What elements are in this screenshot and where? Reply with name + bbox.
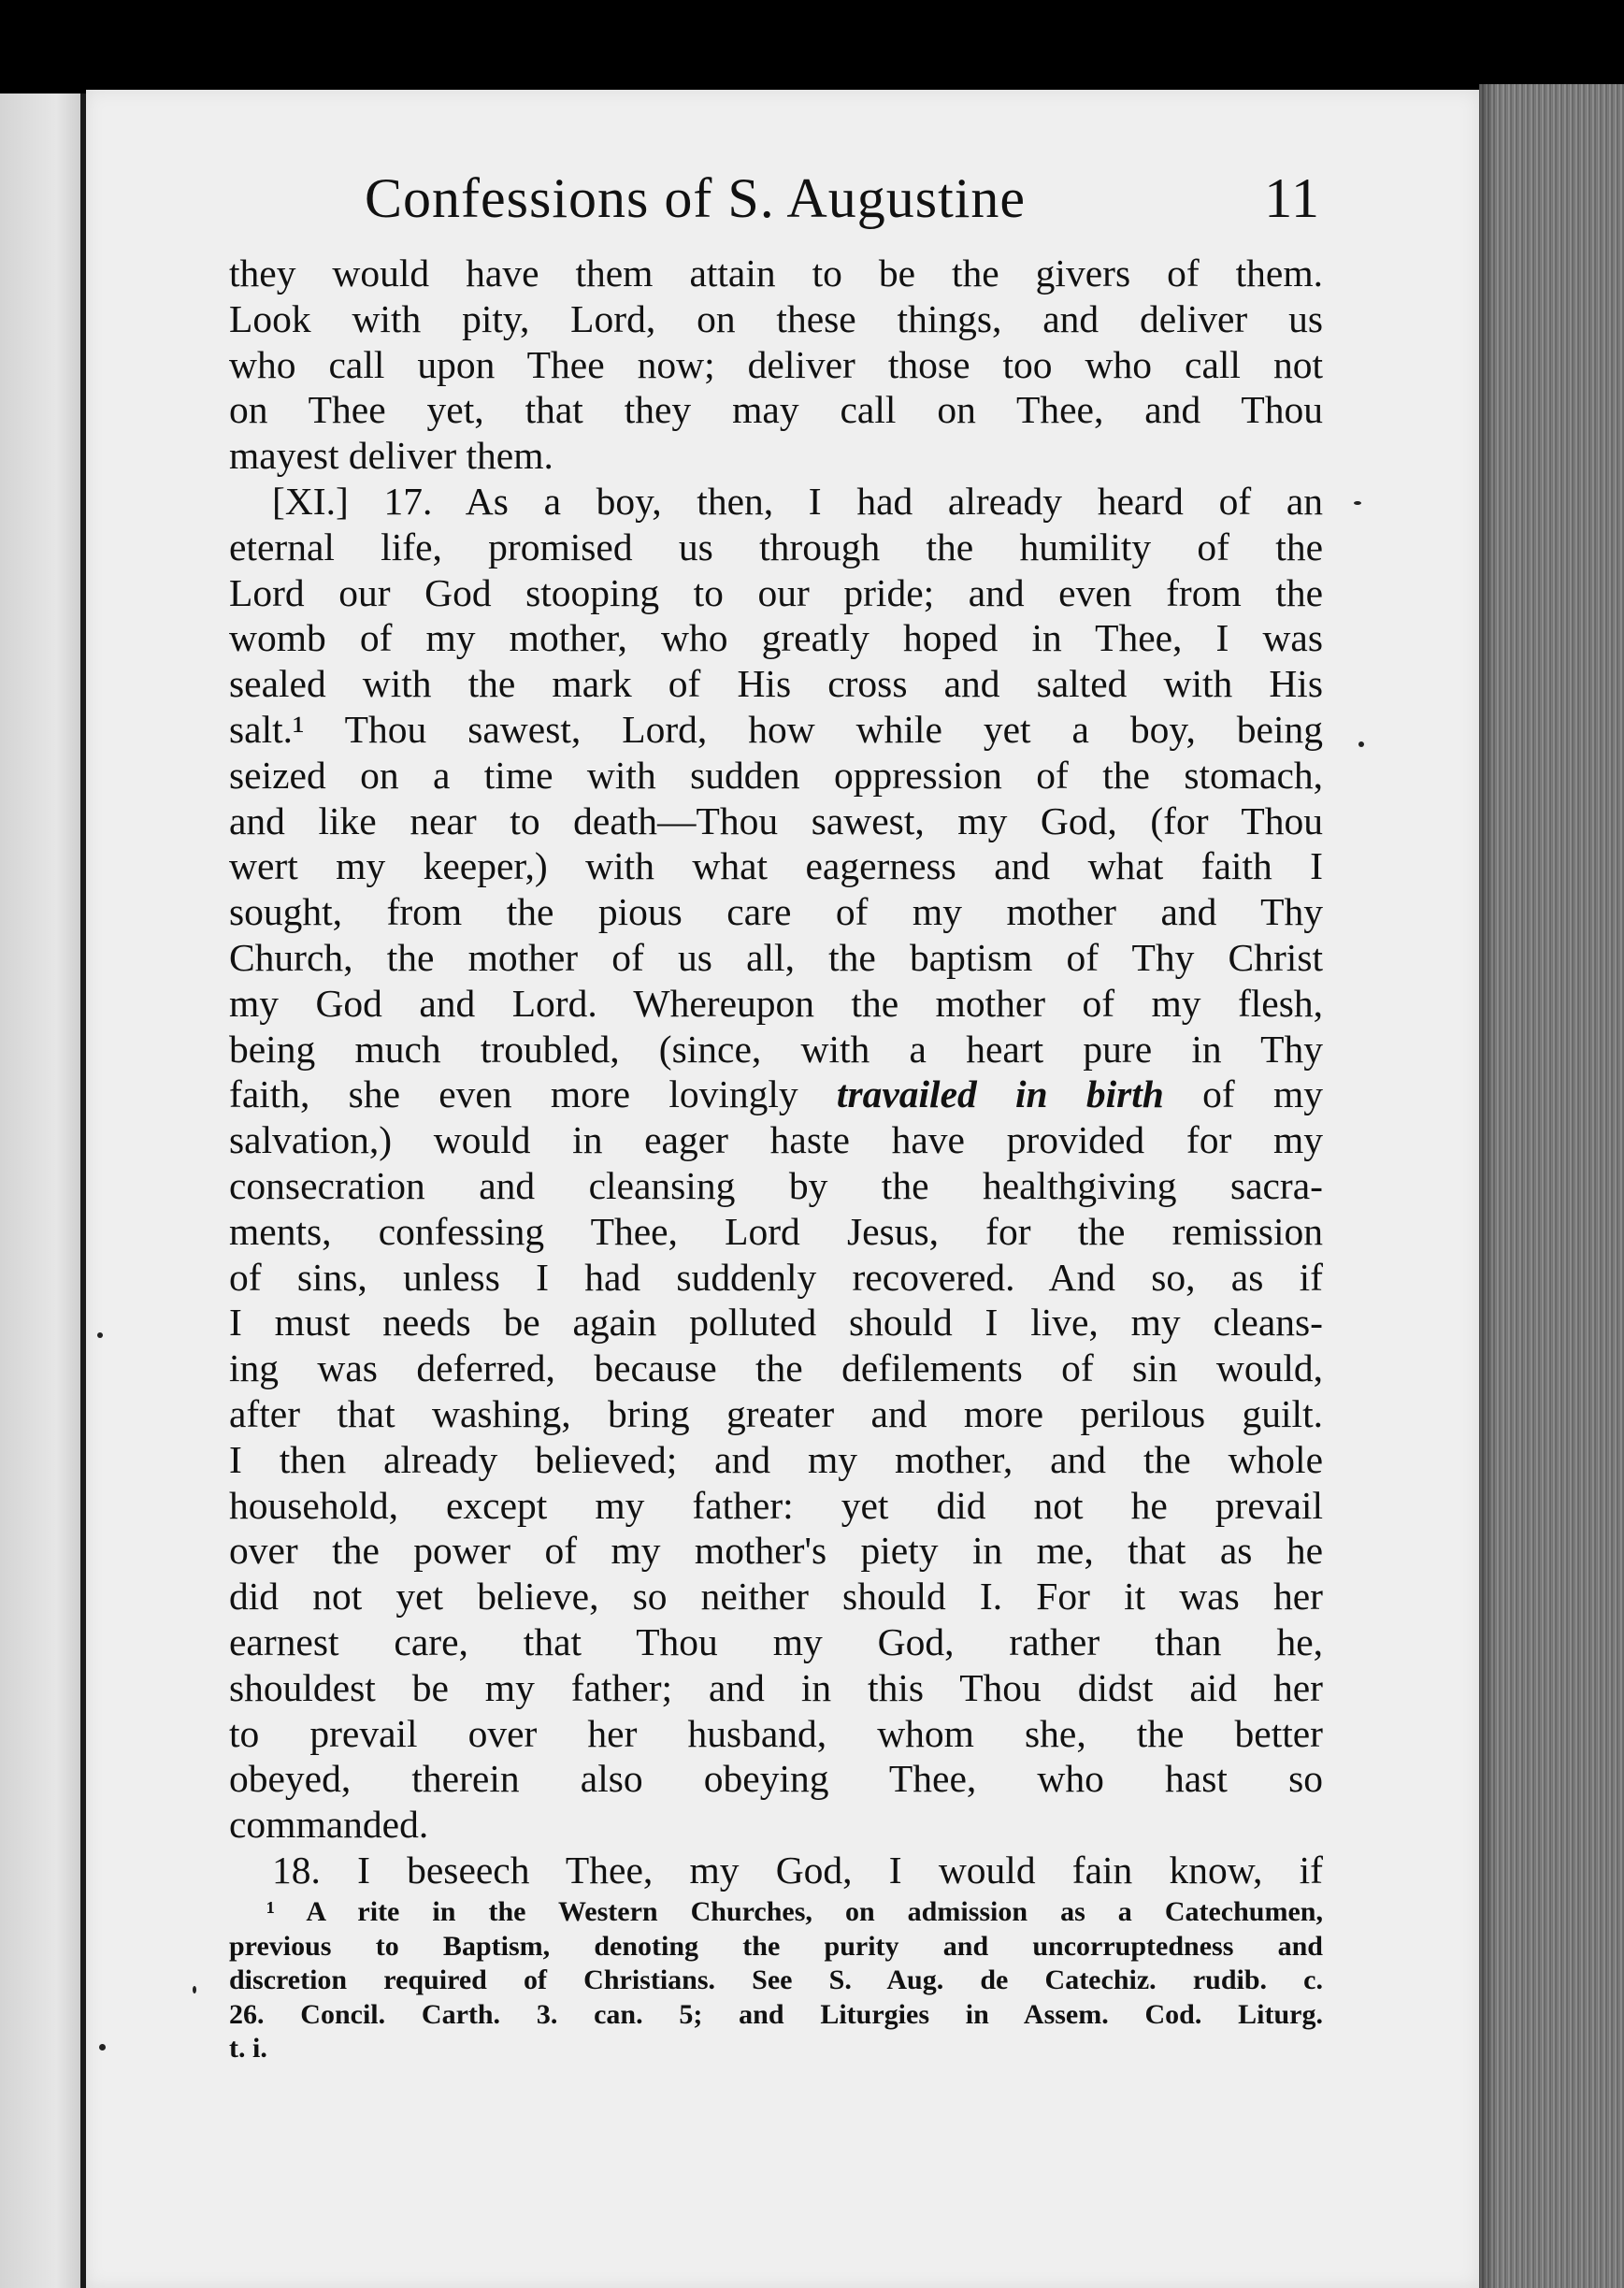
text-line: Church, the mother of us all, the baptism of Thy Christ bbox=[229, 935, 1323, 979]
text-line: who call upon Thee now; deliver those too who call not bbox=[229, 342, 1323, 386]
text-line: wert my keeper,) with what eagerness and what faith I bbox=[229, 844, 1323, 888]
scan-speck bbox=[1354, 501, 1361, 505]
paragraph bbox=[229, 251, 1323, 479]
scan-speck bbox=[193, 1986, 196, 1993]
paragraph bbox=[229, 1848, 1323, 1893]
text-line: to prevail over her husband, whom she, the better bbox=[229, 1711, 1323, 1755]
text-line: after that washing, bring greater and more perilous guilt. bbox=[229, 1391, 1323, 1435]
text-line: ing was deferred, because the defilements of sin would, bbox=[229, 1346, 1323, 1390]
text-line: I then already believed; and my mother, and the whole bbox=[229, 1437, 1323, 1481]
text-line: my God and Lord. Whereupon the mother of my flesh, bbox=[229, 981, 1323, 1025]
text-line: on Thee yet, that they may call on Thee, and Thou bbox=[229, 388, 1323, 432]
text-line: salt.¹ Thou sawest, Lord, how while yet a boy, being bbox=[229, 707, 1323, 751]
text-line: womb of my mother, who greatly hoped in Thee, I was bbox=[229, 616, 1323, 660]
text-line: over the power of my mother's piety in me, that as he bbox=[229, 1529, 1323, 1573]
page-edge-shadow bbox=[1479, 84, 1496, 2288]
running-header bbox=[365, 161, 1328, 236]
text-line: Look with pity, Lord, on these things, and deliver us bbox=[229, 296, 1323, 340]
text-line: and like near to death—Thou sawest, my God, (for Thou bbox=[229, 799, 1323, 842]
paragraph bbox=[229, 479, 1323, 1848]
page-number: 11 bbox=[1264, 167, 1320, 229]
text-line: Lord our God stooping to our pride; and even from the bbox=[229, 570, 1323, 614]
main-text bbox=[229, 251, 1323, 1893]
text-line: earnest care, that Thou my God, rather than he, bbox=[229, 1619, 1323, 1663]
footnote-line: ¹ A rite in the Western Churches, on admission as a Catechumen, bbox=[266, 1896, 1323, 1927]
footnote-line: previous to Baptism, denoting the purity and uncorruptedness and bbox=[229, 1930, 1323, 1962]
footnote-line: t. i. bbox=[229, 2033, 267, 2064]
text-line: household, except my father: yet did not he prevail bbox=[229, 1483, 1323, 1527]
facing-page-edge bbox=[0, 94, 80, 2288]
text-line: I must needs be again polluted should I live, my cleans- bbox=[229, 1301, 1323, 1345]
text-line: ments, confessing Thee, Lord Jesus, for the remission bbox=[229, 1209, 1323, 1253]
text-line: 18. I beseech Thee, my God, I would fain know, if bbox=[272, 1848, 1323, 1892]
footnote-line: 26. Concil. Carth. 3. can. 5; and Liturgies in Assem. Cod. Liturg. bbox=[229, 1998, 1323, 2030]
text-line: sought, from the pious care of my mother and Thy bbox=[229, 890, 1323, 934]
text-line: they would have them attain to be the givers of them. bbox=[229, 252, 1323, 295]
text-line: shouldest be my father; and in this Thou didst aid her bbox=[229, 1665, 1323, 1709]
running-title: Confessions of S. Augustine bbox=[365, 167, 1027, 229]
page-block-edge bbox=[1479, 84, 1624, 2288]
scan-speck bbox=[99, 2044, 106, 2051]
text-line: seized on a time with sudden oppression of the stomach, bbox=[229, 753, 1323, 797]
text-line: being much troubled, (since, with a heart pure in Thy bbox=[229, 1027, 1323, 1071]
text-line: consecration and cleansing by the healthgiving sacra- bbox=[229, 1163, 1323, 1207]
text-line: of sins, unless I had suddenly recovered. And so, as if bbox=[229, 1255, 1323, 1299]
text-line: sealed with the mark of His cross and salted with His bbox=[229, 662, 1323, 706]
footnote bbox=[229, 1895, 1323, 2066]
text-line: commanded. bbox=[229, 1803, 429, 1847]
text-line: faith, she even more lovingly travailed in birth of my bbox=[229, 1072, 1323, 1116]
footnote-line: discretion required of Christians. See S. Aug. de Catechiz. rudib. c. bbox=[229, 1964, 1323, 1995]
emphasis: travailed in birth bbox=[836, 1072, 1164, 1116]
text-line: salvation,) would in eager haste have provided for my bbox=[229, 1118, 1323, 1162]
text-line: eternal life, promised us through the humility of the bbox=[229, 525, 1323, 568]
scan-speck bbox=[1358, 741, 1364, 747]
text-line: mayest deliver them. bbox=[229, 434, 553, 478]
text-line: obeyed, therein also obeying Thee, who hast so bbox=[229, 1757, 1323, 1801]
text-line: did not yet believe, so neither should I. For it was her bbox=[229, 1575, 1323, 1619]
text-line: [XI.] 17. As a boy, then, I had already heard of an bbox=[272, 479, 1323, 523]
scan-speck bbox=[97, 1332, 103, 1338]
